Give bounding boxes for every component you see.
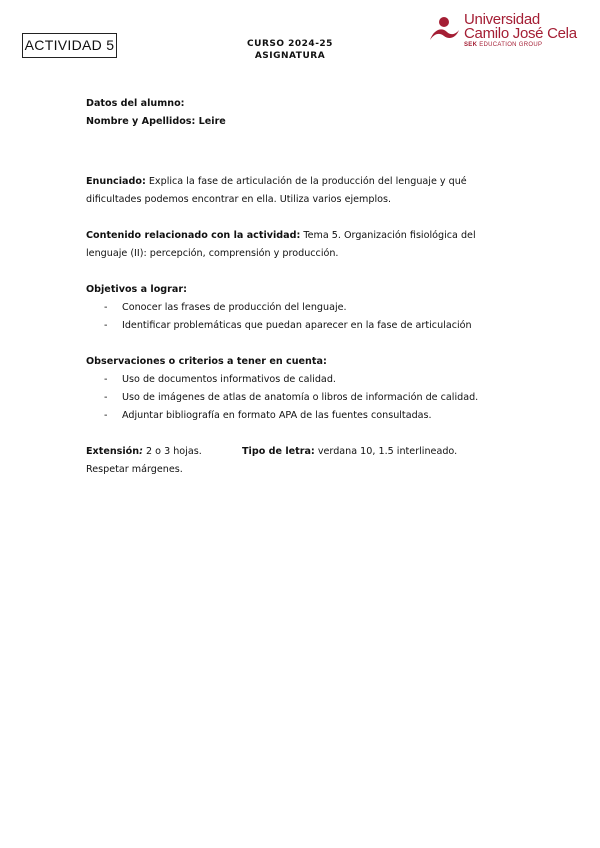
observations-list (86, 371, 506, 425)
observation-text: Uso de documentos informativos de calidad. (122, 374, 336, 385)
related-content-line-1 (86, 227, 506, 245)
logo-group-suffix: EDUCATION GROUP (477, 42, 543, 48)
list-item (86, 389, 506, 407)
objectives-list (86, 299, 506, 335)
logo-university-name: Camilo José Cela (464, 25, 577, 42)
margins-note: Respetar márgenes. (86, 464, 183, 475)
logo-group-prefix: SEK (464, 42, 478, 48)
format-line (86, 443, 506, 461)
bullet-dash: - (104, 410, 108, 421)
bullet-dash: - (104, 374, 108, 385)
related-content-label: Contenido relacionado con la actividad: (86, 230, 301, 241)
bullet-dash: - (104, 302, 108, 313)
font-label: Tipo de letra: (242, 446, 315, 457)
objective-text: Identificar problemáticas que puedan aparecer en la fase de articulación (122, 320, 472, 331)
activity-number-box: ACTIVIDAD 5 (22, 33, 117, 58)
list-item (86, 407, 506, 425)
observation-text: Adjuntar bibliografía en formato APA de las fuentes consultadas. (122, 410, 432, 421)
objective-text: Conocer las frases de producción del lenguaje. (122, 302, 347, 313)
student-name-line (86, 113, 506, 131)
activity-content (86, 95, 506, 479)
course-year: CURSO 2024-25 (247, 39, 333, 49)
related-content-text-2: lenguaje (II): percepción, comprensión y producción. (86, 248, 339, 259)
student-data-heading: Datos del alumno: (86, 98, 185, 109)
extension-value: 2 o 3 hojas. (146, 446, 202, 457)
student-name-value: Leire (198, 116, 226, 127)
list-item (86, 371, 506, 389)
related-content-text-1: Tema 5. Organización fisiológica del (303, 230, 476, 241)
font-value: verdana 10, 1.5 interlineado. (317, 446, 458, 457)
logo-group-name (464, 42, 542, 48)
objectives-heading: Objetivos a lograr: (86, 284, 187, 295)
university-logo (428, 12, 578, 52)
list-item (86, 317, 506, 335)
student-name-label: Nombre y Apellidos: (86, 116, 196, 127)
statement-text-2: dificultades podemos encontrar en ella. Utiliza varios ejemplos. (86, 194, 392, 205)
course-header (210, 38, 370, 62)
statement-line-1 (86, 173, 506, 191)
logo-university-word: Universidad (464, 11, 540, 28)
extension-field (86, 446, 202, 457)
font-field (242, 443, 457, 461)
ucjc-emblem-icon (428, 16, 460, 42)
statement-label: Enunciado: (86, 176, 146, 187)
extension-colon: : (139, 446, 143, 457)
bullet-dash: - (104, 392, 108, 403)
subject-title: ASIGNATURA (254, 51, 326, 61)
observation-text: Uso de imágenes de atlas de anatomía o libros de información de calidad. (122, 392, 479, 403)
observations-heading: Observaciones o criterios a tener en cuenta: (86, 356, 327, 367)
extension-label: Extensión (86, 446, 140, 457)
list-item (86, 299, 506, 317)
statement-text-1: Explica la fase de articulación de la producción del lenguaje y qué (148, 176, 467, 187)
bullet-dash: - (104, 320, 108, 331)
